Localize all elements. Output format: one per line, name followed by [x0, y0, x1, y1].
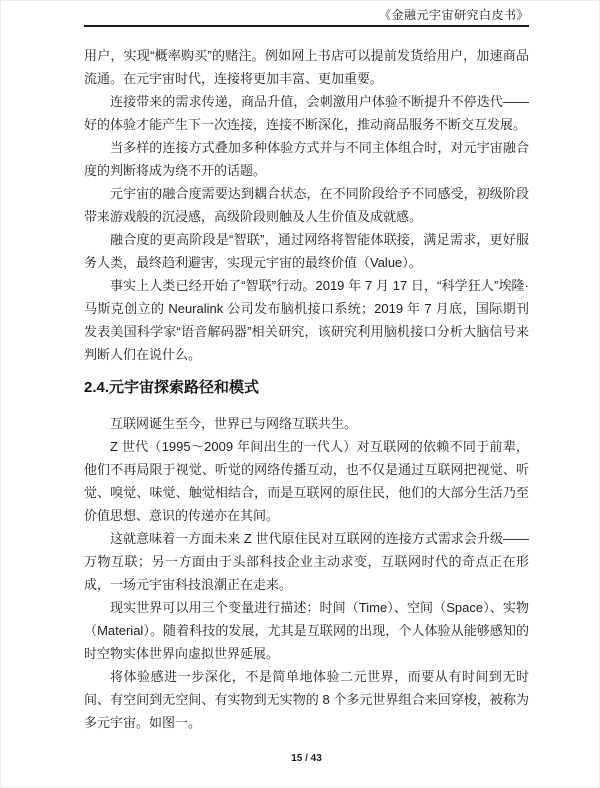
body-paragraph: 连接带来的需求传递，商品升值，会刺激用户体验不断提升不停迭代——好的体验才能产生下一次连接，连接不断深化，推动商品服务不断交互发展。 — [84, 94, 529, 132]
body-paragraph: 当多样的连接方式叠加多种体验方式并与不同主体组合时，对元宇宙融合度的判断将成为绕不开的话题。 — [84, 140, 529, 178]
body-paragraph: Z 世代（1995～2009 年间出生的一代人）对互联网的依赖不同于前辈，他们不再局限于视觉、听觉的网络传播互动，也不仅是通过互联网把视觉、听觉、嗅觉、味觉、触觉相结合，而是互联网的原住民，他们的大部分生活乃至价值思想、意识的传递亦在其间。 — [84, 439, 529, 523]
header-title: 《金融元宇宙研究白皮书》 — [378, 8, 529, 22]
body-paragraph: 现实世界可以用三个变量进行描述：时间（Time）、空间（Space）、实物（Material）。随着科技的发展，尤其是互联网的出现，个人体验从能够感知的时空物实体世界向虚拟世界延展。 — [84, 600, 529, 661]
body-paragraph: 互联网诞生至今，世界已与网络互联共生。 — [110, 416, 358, 431]
page-number: 15 / 43 — [291, 753, 322, 764]
body-paragraph: 元宇宙的融合度需要达到耦合状态，在不同阶段给予不同感受，初级阶段带来游戏般的沉浸感，高级阶段则触及人生价值及成就感。 — [84, 186, 529, 224]
body-paragraph: 将体验感进一步深化，不是简单地体验二元世界，而要从有时间到无时间、有空间到无空间、有实物到无实物的 8 个多元世界组合来回穿梭，被称为多元宇宙。如图一。 — [84, 669, 529, 730]
page-footer — [84, 752, 529, 766]
body-paragraph: 融合度的更高阶段是“智联”，通过网络将智能体联接，满足需求，更好服务人类，最终趋利避害，实现元宇宙的最终价值（Value）。 — [84, 232, 529, 270]
page-header — [1, 1, 599, 22]
body-paragraph: 这就意味着一方面未来 Z 世代原住民对互联网的连接方式需求会升级——万物互联；另一方面由于头部科技企业主动求变，互联网时代的奇点正在形成，一场元宇宙科技浪潮正在走来。 — [84, 531, 529, 592]
body-paragraph: 事实上人类已经开始了“智联”行动。2019 年 7 月 17 日，“科学狂人”埃隆·马斯克创立的 Neuralink 公司发布脑机接口系统；2019 年 7 月底，国际期刊发表美国科学家“语音解码器”相关研究，该研究利用脑机接口分析大脑信号来判断人们在说什么。 — [84, 278, 529, 362]
section-heading: 2.4.元宇宙探索路径和模式 — [84, 379, 260, 396]
body-paragraph: 用户，实现“概率购买”的赌注。例如网上书店可以提前发货给用户，加速商品流通。在元宇宙时代，连接将更加丰富、更加重要。 — [84, 48, 529, 86]
document-body — [1, 27, 599, 734]
